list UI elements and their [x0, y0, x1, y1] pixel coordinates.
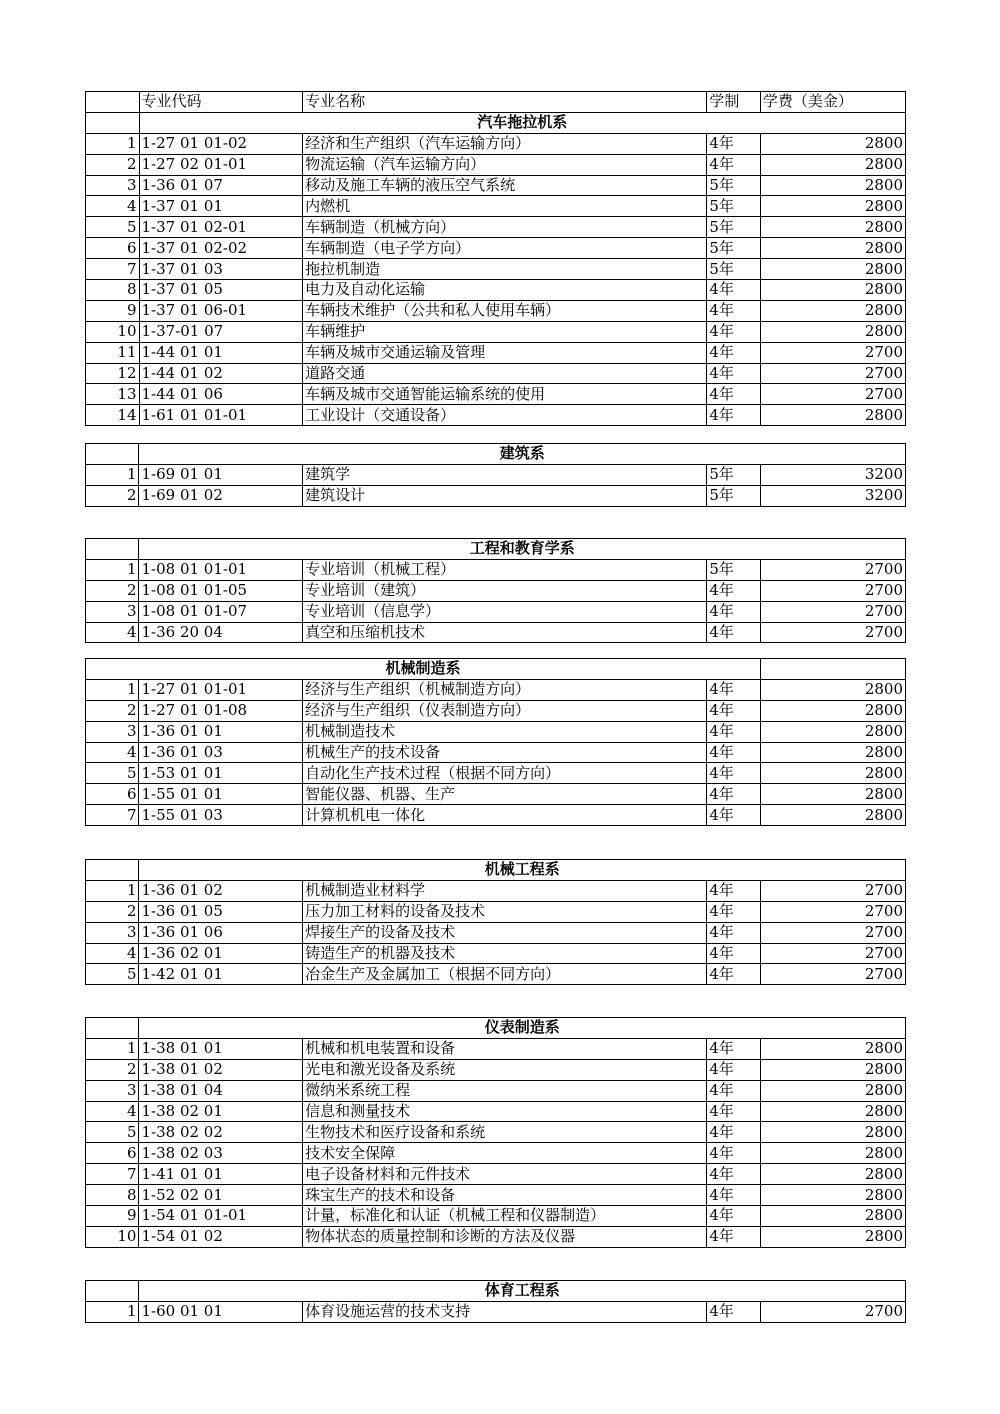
header-blank: [86, 92, 140, 113]
row-index: 9: [86, 300, 140, 321]
row-index: 9: [86, 1206, 139, 1227]
tuition-fee: 2800: [760, 217, 905, 238]
study-duration: 4年: [707, 622, 760, 643]
row-index: 4: [86, 1101, 139, 1122]
table-row: [86, 300, 906, 321]
specialty-name: 冶金生产及金属加工（根据不同方向）: [303, 964, 707, 985]
table-row: [86, 154, 906, 175]
tuition-fee: 2700: [760, 943, 905, 964]
specialty-name: 光电和激光设备及系统: [303, 1059, 707, 1080]
specialty-code: 1-37 01 02-02: [139, 238, 303, 259]
study-duration: 5年: [707, 196, 761, 217]
specialty-code: 1-36 01 05: [139, 901, 303, 922]
row-index: 2: [86, 580, 139, 601]
specialty-code: 1-38 01 01: [139, 1038, 303, 1059]
specialty-code: 1-36 20 04: [139, 622, 303, 643]
specialty-name: 车辆制造（电子学方向）: [303, 238, 707, 259]
tuition-fee: 2800: [760, 1226, 905, 1247]
tuition-fee: 2800: [760, 805, 905, 826]
specialty-name: 体育设施运营的技术支持: [303, 1301, 707, 1322]
title-blank: [86, 444, 139, 465]
study-duration: 4年: [707, 300, 761, 321]
department-title-row: [86, 112, 906, 133]
department-title: 汽车拖拉机系: [139, 112, 906, 133]
table-row: [86, 485, 906, 506]
specialty-code: 1-41 01 01: [139, 1164, 303, 1185]
table-row: [86, 133, 906, 154]
specialty-name: 专业培训（机械工程）: [303, 559, 707, 580]
row-index: 5: [86, 763, 139, 784]
specialty-name: 经济与生产组织（仪表制造方向）: [303, 700, 707, 721]
department-title: 仪表制造系: [139, 1018, 906, 1039]
table-row: [86, 1185, 906, 1206]
study-duration: 5年: [707, 464, 760, 485]
specialty-name: 车辆制造（机械方向）: [303, 217, 707, 238]
specialty-name: 经济与生产组织（机械制造方向）: [303, 679, 707, 700]
specialty-name: 机械制造技术: [303, 721, 707, 742]
row-index: 1: [86, 1301, 139, 1322]
header-row: [86, 92, 906, 113]
specialty-code: 1-27 02 01-01: [139, 154, 303, 175]
study-duration: 4年: [707, 1101, 760, 1122]
table-row: [86, 943, 906, 964]
study-duration: 4年: [707, 1164, 760, 1185]
row-index: 3: [86, 601, 139, 622]
title-blank: [86, 860, 139, 881]
specialty-code: 1-55 01 01: [139, 784, 303, 805]
study-duration: 4年: [707, 384, 761, 405]
specialty-name: 经济和生产组织（汽车运输方向）: [303, 133, 707, 154]
row-index: 5: [86, 217, 140, 238]
table-row: [86, 805, 906, 826]
study-duration: 4年: [707, 700, 761, 721]
tuition-fee: 2800: [760, 784, 905, 805]
row-index: 1: [86, 133, 140, 154]
study-duration: 4年: [707, 1059, 760, 1080]
specialty-name: 机械生产的技术设备: [303, 742, 707, 763]
table-row: [86, 901, 906, 922]
specialty-code: 1-38 02 03: [139, 1143, 303, 1164]
tuition-fee: 2800: [760, 700, 905, 721]
header-name: 专业名称: [303, 92, 707, 113]
table-row: [86, 559, 906, 580]
tuition-fee: 2700: [760, 922, 905, 943]
row-index: 13: [86, 384, 140, 405]
row-index: 6: [86, 784, 139, 805]
specialty-code: 1-08 01 01-07: [139, 601, 303, 622]
table-row: [86, 342, 906, 363]
title-blank: [86, 539, 139, 560]
table-row: [86, 964, 906, 985]
table-row: [86, 880, 906, 901]
department-title: 体育工程系: [139, 1281, 906, 1302]
tuition-fee: 2800: [760, 238, 905, 259]
row-index: 2: [86, 901, 139, 922]
study-duration: 4年: [707, 805, 761, 826]
row-index: 3: [86, 175, 140, 196]
specialty-name: 铸造生产的机器及技术: [303, 943, 707, 964]
specialty-name: 拖拉机制造: [303, 259, 707, 280]
department-title: 机械制造系: [86, 659, 761, 680]
tuition-fee: 2800: [760, 259, 905, 280]
tuition-fee: 2800: [760, 1059, 905, 1080]
specialty-code: 1-60 01 01: [139, 1301, 303, 1322]
specialty-name: 技术安全保障: [303, 1143, 707, 1164]
table-row: [86, 1101, 906, 1122]
tuition-fee: 2800: [760, 300, 905, 321]
tuition-fee: 2800: [760, 196, 905, 217]
row-index: 7: [86, 1164, 139, 1185]
study-duration: 4年: [707, 880, 760, 901]
study-duration: 4年: [707, 1206, 760, 1227]
specialty-code: 1-38 01 04: [139, 1080, 303, 1101]
specialty-code: 1-55 01 03: [139, 805, 303, 826]
row-index: 1: [86, 880, 139, 901]
row-index: 6: [86, 238, 140, 259]
table-row: [86, 259, 906, 280]
study-duration: 4年: [707, 154, 761, 175]
study-duration: 4年: [707, 1122, 760, 1143]
study-duration: 4年: [707, 1226, 760, 1247]
table-row: [86, 679, 906, 700]
study-duration: 4年: [707, 943, 760, 964]
specialty-code: 1-52 02 01: [139, 1185, 303, 1206]
specialty-code: 1-61 01 01-01: [139, 405, 303, 426]
row-index: 1: [86, 679, 139, 700]
specialty-name: 微纳米系统工程: [303, 1080, 707, 1101]
specialty-code: 1-27 01 01-08: [139, 700, 303, 721]
title-blank: [86, 1018, 139, 1039]
department-title-row: [86, 444, 906, 465]
row-index: 4: [86, 943, 139, 964]
tuition-fee: 2700: [760, 880, 905, 901]
row-index: 1: [86, 464, 139, 485]
row-index: 2: [86, 154, 140, 175]
tuition-fee: 3200: [760, 485, 905, 506]
specialty-name: 真空和压缩机技术: [303, 622, 707, 643]
specialty-code: 1-37 01 02-01: [139, 217, 303, 238]
table-row: [86, 721, 906, 742]
tuition-fee: 2800: [760, 1080, 905, 1101]
specialty-code: 1-38 01 02: [139, 1059, 303, 1080]
specialty-code: 1-37 01 01: [139, 196, 303, 217]
department-table: [85, 1280, 906, 1323]
table-row: [86, 1164, 906, 1185]
department-table: [85, 538, 906, 643]
table-row: [86, 464, 906, 485]
department-table: [85, 859, 906, 985]
study-duration: 5年: [707, 259, 761, 280]
header-fee: 学费（美金）: [760, 92, 905, 113]
specialty-code: 1-36 01 01: [139, 721, 303, 742]
table-row: [86, 622, 906, 643]
specialty-code: 1-54 01 02: [139, 1226, 303, 1247]
row-index: 3: [86, 1080, 139, 1101]
study-duration: 5年: [707, 485, 760, 506]
specialty-code: 1-69 01 02: [139, 485, 303, 506]
title-blank: [760, 659, 905, 680]
specialty-name: 车辆技术维护（公共和私人使用车辆）: [303, 300, 707, 321]
tuition-fee: 2700: [760, 622, 905, 643]
specialty-name: 机械制造业材料学: [303, 880, 707, 901]
table-row: [86, 763, 906, 784]
department-title-row: [86, 659, 906, 680]
specialty-code: 1-42 01 01: [139, 964, 303, 985]
department-table: [85, 658, 906, 826]
specialty-name: 移动及施工车辆的液压空气系统: [303, 175, 707, 196]
study-duration: 4年: [707, 922, 760, 943]
study-duration: 4年: [707, 1143, 760, 1164]
tuition-fee: 2700: [760, 342, 905, 363]
study-duration: 4年: [707, 133, 761, 154]
department-table: [85, 1017, 906, 1248]
tuition-fee: 2800: [760, 321, 905, 342]
table-row: [86, 238, 906, 259]
table-row: [86, 601, 906, 622]
table-row: [86, 1080, 906, 1101]
row-index: 14: [86, 405, 140, 426]
specialty-code: 1-37 01 05: [139, 280, 303, 301]
row-index: 4: [86, 742, 139, 763]
department-title-row: [86, 1281, 906, 1302]
study-duration: 4年: [707, 280, 761, 301]
tuition-fee: 2800: [760, 763, 905, 784]
study-duration: 5年: [707, 238, 761, 259]
specialty-name: 内燃机: [303, 196, 707, 217]
study-duration: 5年: [707, 217, 761, 238]
specialty-name: 专业培训（信息学）: [303, 601, 707, 622]
tuition-fee: 2700: [760, 559, 905, 580]
specialty-name: 电力及自动化运输: [303, 280, 707, 301]
study-duration: 4年: [707, 721, 761, 742]
tuition-fee: 2800: [760, 1143, 905, 1164]
tuition-fee: 2800: [760, 175, 905, 196]
specialty-code: 1-27 01 01-02: [139, 133, 303, 154]
table-row: [86, 1143, 906, 1164]
tuition-fee: 2700: [760, 901, 905, 922]
tuition-fee: 2800: [760, 1101, 905, 1122]
specialty-name: 压力加工材料的设备及技术: [303, 901, 707, 922]
specialty-name: 建筑学: [303, 464, 707, 485]
study-duration: 4年: [707, 763, 761, 784]
study-duration: 5年: [707, 175, 761, 196]
specialty-name: 生物技术和医疗设备和系统: [303, 1122, 707, 1143]
row-index: 7: [86, 259, 140, 280]
tuition-fee: 3200: [760, 464, 905, 485]
tuition-fee: 2800: [760, 405, 905, 426]
row-index: 7: [86, 805, 139, 826]
specialty-code: 1-36 01 02: [139, 880, 303, 901]
table-row: [86, 217, 906, 238]
specialty-code: 1-54 01 01-01: [139, 1206, 303, 1227]
table-row: [86, 196, 906, 217]
specialty-code: 1-69 01 01: [139, 464, 303, 485]
table-row: [86, 580, 906, 601]
header-duration: 学制: [707, 92, 761, 113]
study-duration: 4年: [707, 742, 761, 763]
specialty-name: 机械和机电装置和设备: [303, 1038, 707, 1059]
table-row: [86, 363, 906, 384]
row-index: 8: [86, 1185, 139, 1206]
specialty-name: 珠宝生产的技术和设备: [303, 1185, 707, 1206]
row-index: 2: [86, 1059, 139, 1080]
tuition-fee: 2800: [760, 1185, 905, 1206]
study-duration: 4年: [707, 321, 761, 342]
specialty-name: 车辆及城市交通运输及管理: [303, 342, 707, 363]
study-duration: 4年: [707, 784, 761, 805]
tuition-fee: 2800: [760, 133, 905, 154]
specialty-code: 1-38 02 01: [139, 1101, 303, 1122]
specialty-code: 1-37-01 07: [139, 321, 303, 342]
tuition-fee: 2700: [760, 1301, 905, 1322]
row-index: 2: [86, 700, 139, 721]
tuition-fee: 2800: [760, 742, 905, 763]
department-title: 建筑系: [139, 444, 906, 465]
specialty-name: 道路交通: [303, 363, 707, 384]
department-title-row: [86, 860, 906, 881]
row-index: 2: [86, 485, 139, 506]
table-row: [86, 1301, 906, 1322]
study-duration: 4年: [707, 1038, 760, 1059]
specialty-name: 工业设计（交通设备）: [303, 405, 707, 426]
row-index: 5: [86, 964, 139, 985]
specialty-name: 车辆及城市交通智能运输系统的使用: [303, 384, 707, 405]
specialty-name: 车辆维护: [303, 321, 707, 342]
specialty-name: 智能仪器、机器、生产: [303, 784, 707, 805]
tuition-fee: 2700: [760, 964, 905, 985]
row-index: 5: [86, 1122, 139, 1143]
department-title: 工程和教育学系: [139, 539, 906, 560]
row-index: 6: [86, 1143, 139, 1164]
table-row: [86, 922, 906, 943]
specialty-name: 计量，标准化和认证（机械工程和仪器制造）: [303, 1206, 707, 1227]
specialty-name: 物流运输（汽车运输方向）: [303, 154, 707, 175]
specialty-name: 物体状态的质量控制和诊断的方法及仪器: [303, 1226, 707, 1247]
specialty-code: 1-44 01 01: [139, 342, 303, 363]
department-table: [85, 91, 906, 426]
row-index: 4: [86, 622, 139, 643]
specialty-code: 1-27 01 01-01: [139, 679, 303, 700]
specialty-code: 1-38 02 02: [139, 1122, 303, 1143]
specialty-name: 自动化生产技术过程（根据不同方向）: [303, 763, 707, 784]
row-index: 4: [86, 196, 140, 217]
row-index: 11: [86, 342, 140, 363]
row-index: 8: [86, 280, 140, 301]
table-row: [86, 700, 906, 721]
table-row: [86, 1206, 906, 1227]
row-index: 3: [86, 721, 139, 742]
study-duration: 4年: [707, 964, 760, 985]
specialty-name: 计算机机电一体化: [303, 805, 707, 826]
tuition-fee: 2700: [760, 580, 905, 601]
tuition-fee: 2800: [760, 1164, 905, 1185]
study-duration: 5年: [707, 559, 760, 580]
tuition-fee: 2800: [760, 280, 905, 301]
tuition-fee: 2800: [760, 1122, 905, 1143]
study-duration: 4年: [707, 342, 761, 363]
table-row: [86, 321, 906, 342]
title-blank: [86, 1281, 139, 1302]
study-duration: 4年: [707, 405, 761, 426]
specialty-code: 1-36 01 03: [139, 742, 303, 763]
row-index: 10: [86, 321, 140, 342]
table-row: [86, 784, 906, 805]
specialty-code: 1-44 01 02: [139, 363, 303, 384]
specialty-code: 1-53 01 01: [139, 763, 303, 784]
table-row: [86, 1038, 906, 1059]
tuition-fee: 2800: [760, 1206, 905, 1227]
department-table: [85, 443, 906, 507]
study-duration: 4年: [707, 901, 760, 922]
tuition-fee: 2700: [760, 384, 905, 405]
department-title-row: [86, 1018, 906, 1039]
specialty-code: 1-08 01 01-01: [139, 559, 303, 580]
study-duration: 4年: [707, 601, 760, 622]
table-row: [86, 1059, 906, 1080]
tuition-fee: 2800: [760, 154, 905, 175]
study-duration: 4年: [707, 363, 761, 384]
tuition-fee: 2800: [760, 1038, 905, 1059]
study-duration: 4年: [707, 1301, 760, 1322]
study-duration: 4年: [707, 1080, 760, 1101]
table-row: [86, 742, 906, 763]
tuition-fee: 2700: [760, 601, 905, 622]
specialty-code: 1-08 01 01-05: [139, 580, 303, 601]
row-index: 12: [86, 363, 140, 384]
table-row: [86, 1226, 906, 1247]
table-row: [86, 384, 906, 405]
table-row: [86, 280, 906, 301]
study-duration: 4年: [707, 679, 761, 700]
row-index: 1: [86, 559, 139, 580]
tuition-fee: 2800: [760, 679, 905, 700]
header-code: 专业代码: [139, 92, 303, 113]
tuition-fee: 2800: [760, 721, 905, 742]
specialty-name: 建筑设计: [303, 485, 707, 506]
row-index: 10: [86, 1226, 139, 1247]
department-title: 机械工程系: [139, 860, 906, 881]
tuition-fee: 2700: [760, 363, 905, 384]
table-row: [86, 175, 906, 196]
specialty-code: 1-44 01 06: [139, 384, 303, 405]
specialty-code: 1-36 01 06: [139, 922, 303, 943]
specialty-code: 1-37 01 03: [139, 259, 303, 280]
department-title-row: [86, 539, 906, 560]
specialty-name: 信息和测量技术: [303, 1101, 707, 1122]
study-duration: 4年: [707, 580, 760, 601]
specialty-code: 1-36 02 01: [139, 943, 303, 964]
specialty-code: 1-37 01 06-01: [139, 300, 303, 321]
title-blank: [86, 112, 140, 133]
study-duration: 4年: [707, 1185, 760, 1206]
specialty-name: 电子设备材料和元件技术: [303, 1164, 707, 1185]
specialty-code: 1-36 01 07: [139, 175, 303, 196]
specialty-name: 焊接生产的设备及技术: [303, 922, 707, 943]
row-index: 1: [86, 1038, 139, 1059]
specialty-name: 专业培训（建筑）: [303, 580, 707, 601]
table-row: [86, 1122, 906, 1143]
table-row: [86, 405, 906, 426]
row-index: 3: [86, 922, 139, 943]
